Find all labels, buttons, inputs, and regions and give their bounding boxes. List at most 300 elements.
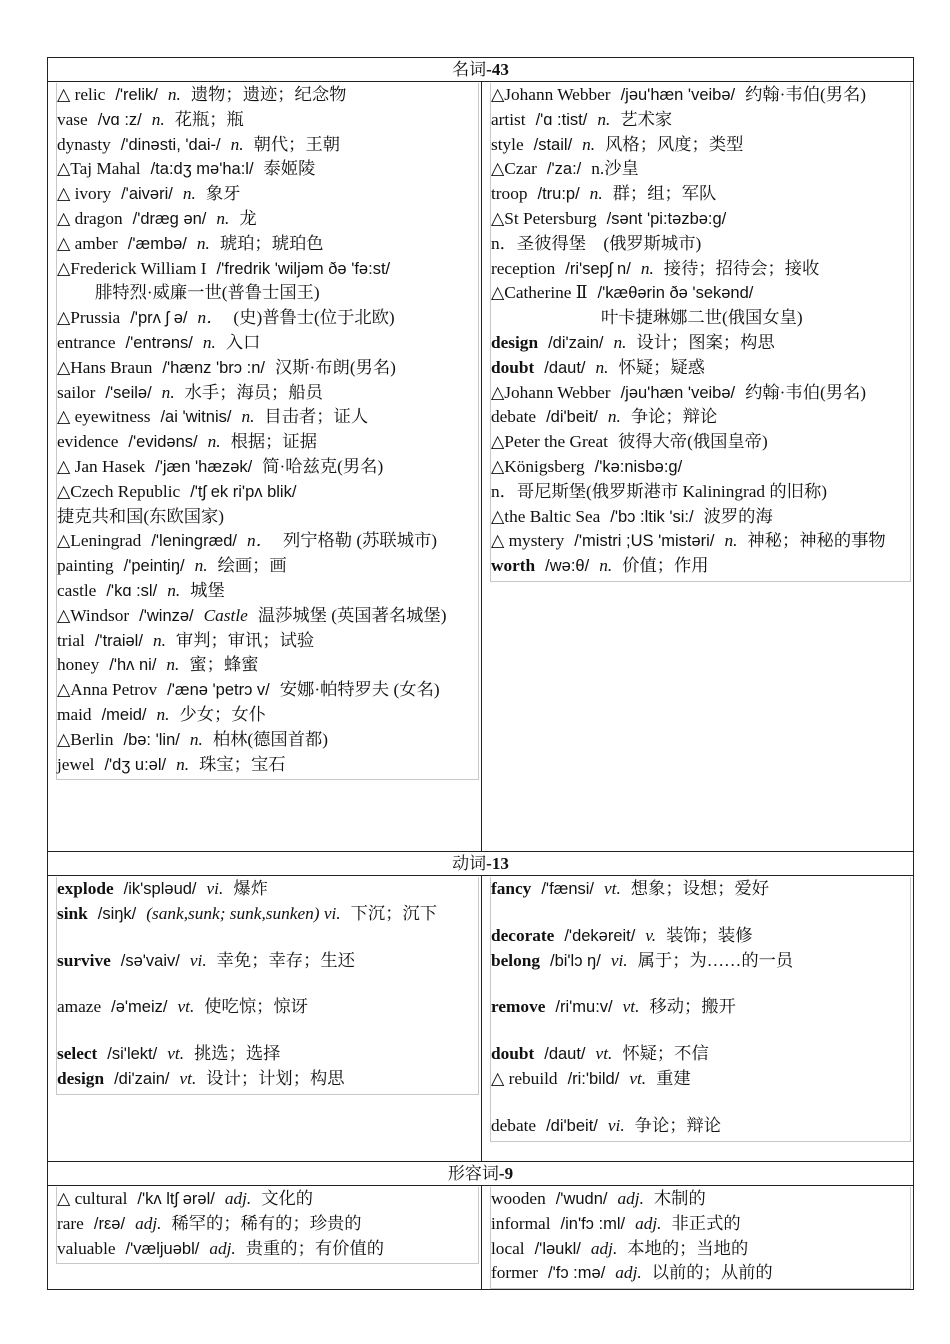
entry-word: △Berlin	[57, 729, 114, 749]
entry-definition: 朝代；王朝	[253, 134, 341, 154]
entry-definition: n．圣彼得堡 (俄罗斯城市)	[491, 233, 702, 253]
vocab-entry	[57, 356, 478, 381]
entry-word: informal	[491, 1213, 551, 1233]
entry-definition: 幸免；幸存；生还	[216, 950, 355, 970]
entry-phonetic: /sə'vaiv/	[120, 951, 180, 970]
entry-part-of-speech: adj.	[209, 1238, 236, 1258]
vocab-entry	[491, 356, 910, 381]
entry-word: △ amber	[57, 233, 118, 253]
entry-definition: 绘画；画	[217, 556, 287, 576]
entry-part-of-speech: vi.	[607, 1115, 625, 1135]
entry-definition: 怀疑；不信	[622, 1044, 709, 1064]
entry-definition: 遗物；遗迹；纪念物	[190, 85, 347, 104]
entry-definition: 城堡	[190, 580, 225, 600]
entry-definition: 珠宝；宝石	[199, 754, 286, 774]
entry-phonetic: /ri'sepʃ n/	[565, 259, 631, 278]
entry-part-of-speech: n.	[207, 432, 221, 452]
entry-word: castle	[57, 580, 97, 600]
entry-definition: n.沙皇	[591, 159, 639, 179]
entry-word: style	[491, 134, 524, 154]
entry-word: △Prussia	[57, 308, 121, 328]
entry-definition: 彼得大帝(俄国皇帝)	[617, 432, 768, 452]
section-body-adjectives	[48, 1186, 914, 1290]
entry-definition: 价值；作用	[622, 556, 709, 576]
entry-definition: 群；组；军队	[612, 184, 717, 204]
entry-word: artist	[491, 109, 526, 129]
entry-word: evidence	[57, 432, 119, 452]
entry-phonetic: /jəu'hæn 'veibə/	[620, 383, 736, 402]
entry-phonetic: /tru:p/	[537, 185, 580, 204]
entry-definition: 温莎城堡 (英国著名城堡)	[257, 605, 447, 625]
entry-word: reception	[491, 258, 556, 278]
entry-part-of-speech: n.	[161, 382, 175, 402]
vocab-entry	[491, 207, 910, 232]
entry-definition: 琥珀；琥珀色	[219, 233, 324, 253]
vocab-entry	[57, 1212, 478, 1237]
entry-word: △Hans Braun	[57, 357, 153, 377]
entry-definition: 安娜·帕特罗夫 (女名)	[279, 680, 440, 700]
vocab-entry	[57, 728, 478, 753]
vocab-entry	[491, 480, 910, 505]
vocab-entry	[491, 1114, 910, 1139]
entry-definition: 简·哈兹克(男名)	[262, 456, 384, 476]
entry-word: design	[57, 1068, 105, 1088]
blank-line	[491, 1020, 910, 1042]
entry-part-of-speech: adj.	[224, 1189, 252, 1208]
entry-part-of-speech: n.	[582, 134, 596, 154]
entry-definition: 审判；审讯；试验	[175, 630, 315, 650]
entry-phonetic: /'evidəns/	[128, 433, 198, 452]
entry-phonetic: /di'zain/	[114, 1069, 170, 1088]
entry-phonetic: /wə:θ/	[545, 557, 590, 576]
entry-phonetic: /di'beit/	[546, 1116, 598, 1135]
entry-word: △ cultural	[57, 1189, 128, 1208]
blank-line	[491, 973, 910, 995]
section-header-verbs	[48, 852, 914, 876]
entry-phonetic: /'mistri ;US 'mistəri/	[574, 532, 715, 551]
verbs-right-column	[490, 877, 911, 1142]
vocab-entry	[491, 924, 910, 949]
vocab-entry	[57, 1042, 478, 1067]
entry-part-of-speech: adj.	[635, 1213, 662, 1233]
entry-word: survive	[57, 950, 111, 970]
vocab-entry	[57, 877, 478, 902]
entry-phonetic: /'wudn/	[555, 1190, 608, 1208]
entry-word: painting	[57, 556, 114, 576]
vocab-entry	[57, 949, 478, 974]
entry-phonetic: /di'beit/	[546, 408, 598, 427]
entry-part-of-speech: n.	[202, 332, 216, 352]
entry-word: △Taj Mahal	[57, 159, 141, 179]
vocab-entry	[491, 1261, 910, 1286]
vocab-entry	[57, 257, 478, 282]
vocabulary-table	[47, 57, 914, 1290]
entry-part-of-speech: adj.	[617, 1189, 644, 1208]
vocab-entry	[491, 1212, 910, 1237]
entry-word: △the Baltic Sea	[491, 506, 601, 526]
entry-word: rare	[57, 1213, 84, 1233]
entry-word: △Frederick William I	[57, 258, 207, 278]
vocab-entry	[491, 306, 910, 331]
entry-phonetic: /'kə:nisbə:g/	[594, 457, 683, 476]
vocab-entry	[57, 902, 478, 927]
entry-definition: 争论；辩论	[634, 1115, 722, 1135]
entry-definition: 腓特烈·威廉一世(普鲁士国王)	[95, 283, 320, 303]
entry-part-of-speech: n.	[230, 134, 244, 154]
entry-part-of-speech: n.	[151, 109, 165, 129]
entry-definition: n．哥尼斯堡(俄罗斯港市 Kaliningrad 的旧称)	[491, 481, 827, 501]
entry-word: dynasty	[57, 134, 111, 154]
entry-word: wooden	[491, 1189, 546, 1208]
entry-word: doubt	[491, 357, 535, 377]
entry-definition: 非正式的	[671, 1213, 741, 1233]
entry-part-of-speech: n.	[167, 580, 181, 600]
entry-word: doubt	[491, 1044, 535, 1064]
vocab-entry	[491, 995, 910, 1020]
entry-part-of-speech: n.	[640, 258, 654, 278]
entry-definition: 使吃惊；惊讶	[204, 997, 308, 1017]
entry-part-of-speech: n.	[607, 407, 621, 427]
entry-part-of-speech: (sank,sunk; sunk,sunken) vi.	[146, 903, 341, 923]
vocab-entry	[57, 405, 478, 430]
vocab-entry	[57, 480, 478, 505]
entry-part-of-speech: n.	[156, 704, 170, 724]
nouns-right-column	[490, 83, 911, 582]
entry-word: debate	[491, 407, 537, 427]
entry-phonetic: /si'lekt/	[107, 1045, 158, 1064]
entry-word: △ relic	[57, 85, 106, 104]
entry-part-of-speech: adj.	[590, 1238, 618, 1258]
entry-part-of-speech: n.	[152, 630, 166, 650]
entry-definition: 以前的；从前的	[651, 1263, 773, 1283]
vocab-entry	[57, 529, 478, 554]
section-count: -43	[486, 60, 509, 79]
entry-phonetic: /'æmbə/	[127, 234, 187, 253]
entry-definition: 接待；招待会；接收	[663, 258, 820, 278]
entry-phonetic: /ri:'bild/	[567, 1069, 620, 1088]
section-body-nouns	[48, 82, 914, 852]
entry-phonetic: /'dekəreit/	[564, 926, 636, 945]
entry-definition: 入口	[225, 332, 261, 352]
entry-word: select	[57, 1044, 98, 1064]
entry-phonetic: /ik'spləud/	[123, 880, 197, 898]
vocab-entry	[57, 455, 478, 480]
entry-definition: 属于；为……的一员	[637, 950, 794, 970]
entry-phonetic: /daut/	[544, 1045, 586, 1064]
entry-phonetic: /'traiəl/	[94, 631, 143, 650]
entry-definition: 汉斯·布朗(男名)	[274, 357, 396, 377]
vocab-entry	[57, 1067, 478, 1092]
entry-phonetic: /'ləukl/	[534, 1239, 581, 1258]
nouns-left-column	[56, 83, 479, 780]
vocab-entry	[491, 133, 910, 158]
vocab-entry	[57, 108, 478, 133]
entry-word: worth	[491, 556, 536, 576]
entry-definition: 文化的	[261, 1189, 314, 1208]
entry-word: sailor	[57, 382, 96, 402]
entry-word: △ Jan Hasek	[57, 456, 146, 476]
entry-part-of-speech: n.	[595, 357, 609, 377]
entry-part-of-speech: n．	[197, 308, 224, 328]
entry-word: remove	[491, 997, 546, 1017]
entry-word: entrance	[57, 332, 116, 352]
section-count: -9	[498, 1164, 514, 1183]
entry-phonetic: /ai 'witnis/	[160, 408, 232, 427]
entry-phonetic: /'bɔ :ltik 'si:/	[610, 507, 694, 526]
entry-definition: 约翰·韦伯(男名)	[745, 85, 867, 104]
entry-word: debate	[491, 1115, 537, 1135]
vocab-entry	[57, 703, 478, 728]
entry-definition: 爆炸	[233, 879, 268, 898]
vocab-entry	[57, 133, 478, 158]
entry-definition: 少女；女仆	[179, 704, 266, 724]
entry-word: △Königsberg	[491, 456, 585, 476]
entry-word: belong	[491, 950, 540, 970]
entry-part-of-speech: vt.	[177, 997, 195, 1017]
entry-definition: 设计；计划；构思	[206, 1068, 345, 1088]
blank-line	[491, 1092, 910, 1114]
vocab-entry	[491, 381, 910, 406]
vocab-entry	[57, 281, 478, 306]
entry-word: honey	[57, 655, 100, 675]
entry-word: △Johann Webber	[491, 85, 611, 104]
verbs-left-column	[56, 877, 479, 1095]
entry-definition: 根据；证据	[230, 432, 317, 452]
entry-phonetic: /bi'lɔ ŋ/	[549, 951, 601, 970]
entry-part-of-speech: vt.	[604, 879, 621, 898]
entry-definition: 风格；风度；类型	[605, 134, 744, 154]
entry-phonetic: /'peintiŋ/	[123, 557, 185, 576]
blank-line	[491, 902, 910, 924]
entry-definition: 装饰；装修	[666, 925, 753, 945]
entry-definition: 怀疑；疑惑	[618, 357, 705, 377]
entry-definition: 重建	[656, 1068, 691, 1088]
entry-definition: 柏林(德国首都)	[212, 729, 329, 749]
entry-word: jewel	[57, 754, 95, 774]
vocab-entry	[491, 1237, 910, 1262]
entry-part-of-speech: vi.	[610, 950, 628, 970]
entry-definition: 龙	[239, 208, 257, 228]
blank-line	[57, 927, 478, 949]
entry-phonetic: /'fredrik 'wiljəm ðə 'fə:st/	[216, 259, 391, 278]
vocab-entry	[491, 1067, 910, 1092]
entry-phonetic: /'kɑ :sl/	[106, 581, 158, 600]
vocab-entry	[57, 306, 478, 331]
vocab-entry	[491, 83, 910, 108]
entry-part-of-speech: vt.	[629, 1068, 647, 1088]
vocab-entry	[57, 430, 478, 455]
entry-phonetic: /'ɑ :tist/	[535, 110, 588, 129]
entry-definition: 约翰·韦伯(男名)	[745, 382, 867, 402]
entry-definition: 象牙	[205, 184, 241, 204]
entry-word: △ eyewitness	[57, 407, 151, 427]
entry-phonetic: /meid/	[101, 705, 147, 724]
entry-definition: 稀罕的；稀有的；珍贵的	[171, 1213, 362, 1233]
entry-word: decorate	[491, 925, 555, 945]
vocab-entry	[491, 455, 910, 480]
entry-definition: 木制的	[653, 1189, 706, 1208]
entry-phonetic: /'hʌ ni/	[109, 656, 157, 675]
entry-phonetic: /'seilə/	[105, 383, 152, 402]
entry-part-of-speech: adj.	[615, 1263, 642, 1283]
entry-phonetic: /vɑ :z/	[97, 110, 142, 129]
entry-part-of-speech: n.	[194, 556, 208, 576]
vocab-entry	[57, 331, 478, 356]
vocab-entry	[57, 182, 478, 207]
blank-line	[57, 1020, 478, 1042]
entry-definition: 设计；图案；构思	[636, 332, 775, 352]
entry-definition: 艺术家	[620, 109, 673, 129]
vocab-entry	[491, 430, 910, 455]
entry-word: valuable	[57, 1238, 116, 1258]
entry-part-of-speech: n.	[189, 729, 203, 749]
entry-definition: 水手；海员；船员	[184, 382, 323, 402]
entry-part-of-speech: vt.	[167, 1044, 185, 1064]
entry-phonetic: /'hænz 'brɔ :n/	[162, 358, 265, 377]
entry-definition: 挑选；选择	[194, 1044, 281, 1064]
entry-word: △Anna Petrov	[57, 680, 158, 700]
entry-part-of-speech: vt.	[179, 1068, 197, 1088]
vocab-entry	[57, 554, 478, 579]
entry-part-of-speech: v.	[645, 925, 657, 945]
entry-part-of-speech: Castle	[203, 605, 248, 625]
entry-phonetic: /sənt 'pi:təzbə:g/	[606, 209, 727, 228]
entry-definition: 列宁格勒 (苏联城市)	[282, 531, 438, 551]
vocab-entry	[491, 257, 910, 282]
entry-definition: 蜜；蜂蜜	[189, 655, 259, 675]
entry-phonetic: /'dʒ u:əl/	[104, 755, 167, 774]
blank-line	[57, 973, 478, 995]
section-header-nouns	[48, 58, 914, 82]
entry-word: troop	[491, 184, 528, 204]
entry-word: △Leningrad	[57, 531, 142, 551]
entry-word: vase	[57, 109, 88, 129]
entry-word: △ mystery	[491, 531, 565, 551]
vocabulary-sheet	[47, 57, 913, 1290]
entry-phonetic: /ta:dʒ mə'ha:l/	[150, 160, 254, 179]
entry-phonetic: /'kæθərin ðə 'sekənd/	[597, 284, 754, 303]
entry-word: △Peter the Great	[491, 432, 608, 452]
vocab-entry	[57, 381, 478, 406]
entry-definition: (史)普鲁士(位于北欧)	[233, 308, 395, 328]
entry-phonetic: /'relik/	[115, 86, 158, 104]
vocab-entry	[57, 653, 478, 678]
vocab-entry	[57, 207, 478, 232]
vocab-entry	[491, 529, 910, 554]
vocab-entry	[57, 629, 478, 654]
entry-word: △Catherine Ⅱ	[491, 283, 588, 303]
entry-phonetic: /'prʌ ʃ ə/	[130, 309, 188, 328]
vocab-entry	[491, 281, 910, 306]
entry-phonetic: /'fɔ :mə/	[548, 1264, 606, 1283]
entry-word: △Johann Webber	[491, 382, 611, 402]
entry-definition: 移动；搬开	[649, 997, 736, 1017]
vocab-entry	[57, 83, 478, 108]
entry-word: △ dragon	[57, 208, 123, 228]
entry-phonetic: /'fænsi/	[541, 880, 594, 898]
vocab-entry	[57, 232, 478, 257]
vocab-entry	[491, 554, 910, 579]
vocab-entry	[57, 505, 478, 530]
entry-phonetic: /siŋk/	[97, 904, 137, 923]
entry-phonetic: /'aivəri/	[121, 185, 173, 204]
vocab-entry	[57, 157, 478, 182]
entry-part-of-speech: vt.	[622, 997, 640, 1017]
entry-part-of-speech: n.	[216, 208, 230, 228]
entry-word: △ ivory	[57, 184, 112, 204]
entry-word: △ rebuild	[491, 1068, 558, 1088]
vocab-entry	[57, 995, 478, 1020]
vocab-entry	[491, 1187, 910, 1212]
entry-phonetic: /'ænə 'petrɔ v/	[167, 681, 270, 700]
entry-phonetic: /ə'meiz/	[111, 998, 168, 1017]
vocab-entry	[491, 331, 910, 356]
entry-word: former	[491, 1263, 539, 1283]
entry-part-of-speech: vi.	[206, 879, 224, 898]
vocab-entry	[57, 678, 478, 703]
vocab-entry	[491, 405, 910, 430]
entry-definition: 泰姬陵	[263, 159, 316, 179]
adjectives-right-column	[490, 1187, 911, 1289]
vocab-entry	[491, 877, 910, 902]
entry-word: △Czech Republic	[57, 481, 181, 501]
entry-part-of-speech: n.	[724, 531, 738, 551]
entry-word: explode	[57, 879, 114, 898]
entry-word: trial	[57, 630, 85, 650]
entry-phonetic: /ri'mu:v/	[555, 998, 613, 1017]
entry-phonetic: /daut/	[544, 358, 586, 377]
entry-phonetic: /rεə/	[93, 1214, 126, 1233]
entry-part-of-speech: n．	[247, 531, 273, 551]
entry-phonetic: /'jæn 'hæzək/	[155, 457, 253, 476]
entry-phonetic: /di'zain/	[548, 333, 604, 352]
vocab-entry	[57, 604, 478, 629]
entry-definition: 波罗的海	[703, 506, 773, 526]
entry-phonetic: /jəu'hæn 'veibə/	[620, 86, 736, 104]
entry-phonetic: /'leningræd/	[151, 532, 238, 551]
entry-word: local	[491, 1238, 525, 1258]
entry-phonetic: /'winzə/	[139, 606, 194, 625]
entry-part-of-speech: n.	[599, 556, 613, 576]
section-title: 名词	[452, 60, 487, 79]
section-title: 动词	[452, 854, 487, 873]
entry-part-of-speech: n.	[166, 655, 180, 675]
section-body-verbs	[48, 876, 914, 1162]
entry-part-of-speech: n.	[176, 754, 190, 774]
entry-part-of-speech: n.	[589, 184, 603, 204]
entry-word: design	[491, 332, 539, 352]
vocab-entry	[491, 232, 910, 257]
section-title: 形容词	[447, 1164, 499, 1183]
vocab-entry	[491, 949, 910, 974]
entry-word: △Czar	[491, 159, 537, 179]
vocab-entry	[57, 1237, 478, 1262]
entry-part-of-speech: vi.	[189, 950, 207, 970]
vocab-entry	[491, 157, 910, 182]
section-header-adjectives	[48, 1162, 914, 1186]
entry-definition: 捷克共和国(东欧国家)	[57, 506, 225, 526]
vocab-entry	[57, 1187, 478, 1212]
entry-phonetic: /'dinəsti, 'dai-/	[120, 135, 221, 154]
entry-part-of-speech: n.	[182, 184, 196, 204]
entry-definition: 想象；设想；爱好	[630, 879, 770, 898]
entry-definition: 本地的；当地的	[627, 1238, 749, 1258]
entry-word: maid	[57, 704, 92, 724]
entry-phonetic: /'tʃ ek ri'pʌ blik/	[190, 482, 297, 501]
entry-phonetic: /'dræɡ ən/	[132, 209, 207, 228]
vocab-entry	[491, 1042, 910, 1067]
adjectives-left-column	[56, 1187, 479, 1264]
